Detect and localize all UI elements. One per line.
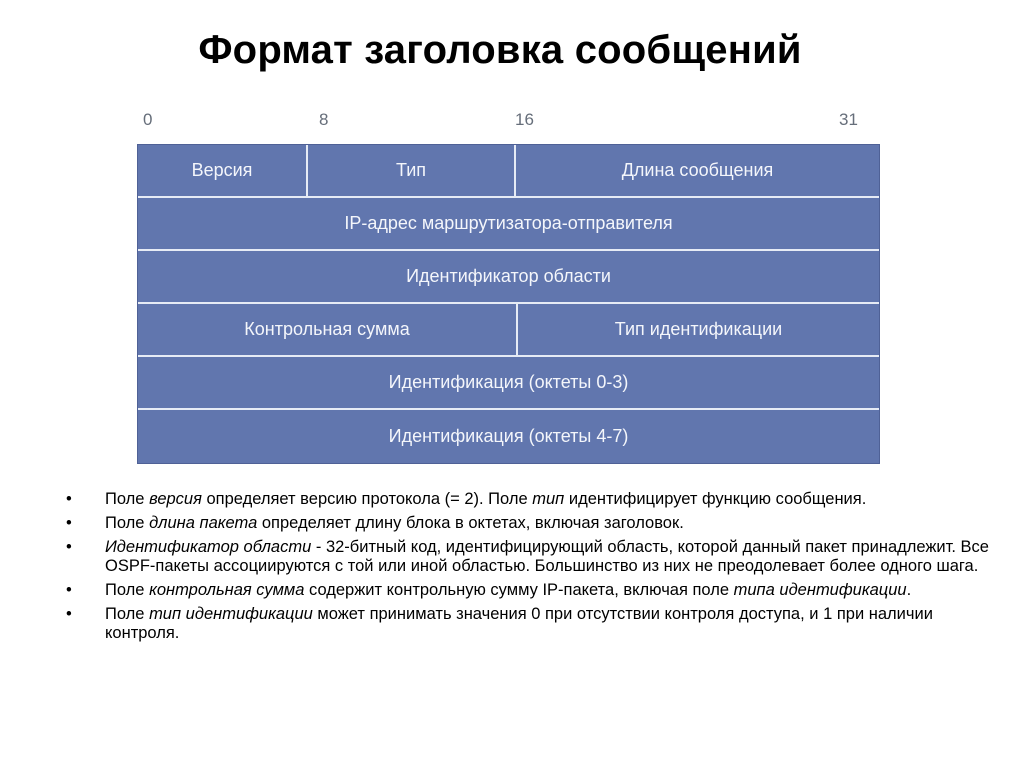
term: тип идентификации — [149, 605, 313, 623]
bit-label-31: 31 — [839, 110, 858, 129]
list-item: • Идентификатор области - 32-битный код, идентифицирующий область, которой данный пакет принадлежит. Все OSPF-пакеты ассоциируются с той или иной областью. Большинство из них не преодолевает более одного шага. — [66, 538, 989, 575]
term: длина пакета — [149, 514, 258, 532]
term: тип — [532, 490, 565, 508]
field-auth-octets-0-3: Идентификация (октеты 0-3) — [388, 372, 629, 392]
list-item: • Поле версия определяет версию протокола (= 2). Поле тип идентифицирует функцию сообщения. — [66, 490, 867, 508]
bullet-icon: • — [66, 490, 72, 508]
field-auth-type: Тип идентификации — [516, 304, 879, 355]
slide-title: Формат заголовка сообщений — [198, 28, 802, 72]
list-item: • Поле контрольная сумма содержит контрольную сумму IP-пакета, включая поле типа идентификации. — [66, 581, 912, 599]
field-version: Версия — [191, 160, 253, 180]
bullet-icon: • — [66, 581, 72, 599]
field-auth-octets-4-7: Идентификация (октеты 4-7) — [388, 426, 629, 446]
term: контрольная сумма — [149, 581, 305, 599]
bullet-icon: • — [66, 538, 72, 556]
bit-label-8: 8 — [319, 110, 329, 129]
term: Идентификатор области — [105, 538, 312, 556]
field-checksum: Контрольная сумма — [244, 319, 410, 339]
diagram-row — [138, 357, 879, 410]
diagram-row — [138, 145, 879, 198]
list-item: • Поле длина пакета определяет длину блока в октетах, включая заголовок. — [66, 514, 684, 532]
bullet-icon: • — [66, 605, 72, 623]
list-item: • Поле тип идентификации может принимать значения 0 при отсутствии контроля доступа, и 1 при наличии контроля. — [66, 605, 933, 642]
field-area-id: Идентификатор области — [406, 266, 611, 286]
diagram-row — [138, 198, 879, 251]
term: версия — [149, 490, 202, 508]
field-router-ip: IP-адрес маршрутизатора-отправителя — [344, 213, 673, 233]
header-format-diagram — [137, 144, 880, 464]
description-list — [66, 490, 996, 648]
diagram-row — [138, 304, 879, 357]
diagram-row — [138, 410, 879, 463]
term: типа идентификации — [733, 581, 907, 599]
bit-label-0: 0 — [143, 110, 153, 129]
field-message-length: Длина сообщения — [514, 145, 879, 196]
bullet-icon: • — [66, 514, 72, 532]
diagram-row — [138, 251, 879, 304]
field-type: Тип — [306, 145, 514, 196]
bit-label-16: 16 — [515, 110, 534, 129]
